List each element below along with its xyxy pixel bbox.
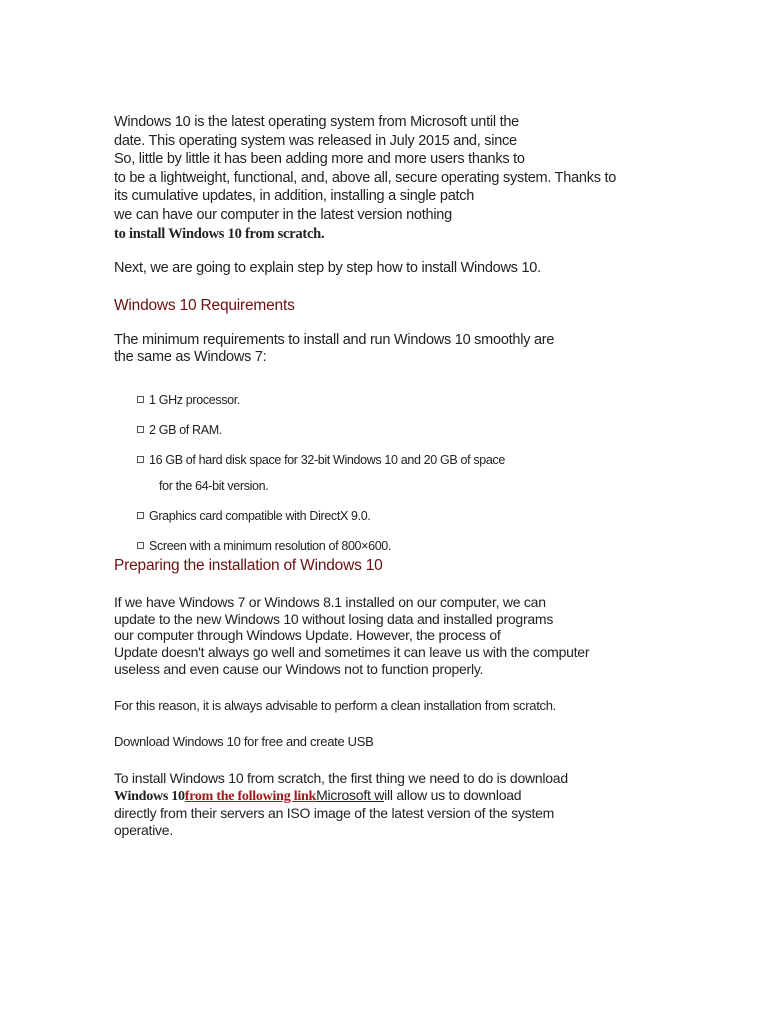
list-item [114,508,614,524]
preparing-line: If we have Windows 7 or Windows 8.1 installed on our computer, we can [114,593,546,610]
requirements-heading: Windows 10 Requirements [114,296,295,314]
preparing-line: useless and even cause our Windows not to function properly. [114,660,484,677]
download-line: directly from their servers an ISO image of the latest version of the system [114,804,555,821]
checkbox-bullet-icon [137,456,144,463]
download-line: To install Windows 10 from scratch, the first thing we need to do is download [114,769,568,786]
advice-paragraph: For this reason, it is always advisable to perform a clean installation from scratch. [114,697,556,713]
intro-line: its cumulative updates, in addition, installing a single patch [114,188,475,205]
checkbox-bullet-icon [137,426,144,433]
download-heading: Download Windows 10 for free and create USB [114,733,374,749]
intro-paragraph [114,113,617,243]
preparing-paragraph [114,594,614,678]
download-bold-text: Windows 10 [114,788,185,804]
intro-line: date. This operating system was released in July 2015 and, since [114,132,517,149]
download-paragraph [114,770,614,839]
microsoft-text: Microsoft w [316,786,385,803]
intro-line: So, little by little it has been adding more and more users thanks to [114,151,525,168]
preparing-line: our computer through Windows Update. However, the process of [114,627,501,644]
list-item-text: Screen with a minimum resolution of 800×600. [149,538,392,553]
checkbox-bullet-icon [137,512,144,519]
requirements-list [114,392,614,554]
download-line-with-link [114,787,614,805]
download-line: operative. [114,821,173,838]
list-item [114,422,614,438]
requirements-intro [114,332,614,366]
list-item [114,538,614,554]
preparing-line: Update doesn't always go well and sometimes it can leave us with the computer [114,644,590,661]
list-item-text: Graphics card compatible with DirectX 9.0. [149,508,371,523]
list-item-text: 16 GB of hard disk space for 32-bit Windows 10 and 20 GB of space [149,452,505,467]
intro-bold-line: to install Windows 10 from scratch. [114,225,325,242]
list-item [114,452,614,494]
list-item-text: 2 GB of RAM. [149,422,222,437]
list-item-text: 1 GHz processor. [149,392,240,407]
preparing-heading: Preparing the installation of Windows 10 [114,556,383,574]
list-item [114,392,614,408]
intro-line: to be a lightweight, functional, and, above all, secure operating system. Thanks to [114,169,617,186]
list-item-continuation: for the 64-bit version. [159,478,269,493]
next-paragraph: Next, we are going to explain step by step how to install Windows 10. [114,260,541,277]
download-after-link: ill allow us to download [384,786,522,803]
preparing-line: update to the new Windows 10 without losing data and installed programs [114,610,554,627]
requirements-intro-line: The minimum requirements to install and run Windows 10 smoothly are [114,331,555,348]
checkbox-bullet-icon [137,396,144,403]
checkbox-bullet-icon [137,542,144,549]
intro-line: Windows 10 is the latest operating system from Microsoft until the [114,114,519,130]
requirements-intro-line: the same as Windows 7: [114,348,267,365]
download-link[interactable]: from the following link [184,788,317,804]
intro-line: we can have our computer in the latest version nothing [114,206,452,223]
document-page [114,113,617,839]
